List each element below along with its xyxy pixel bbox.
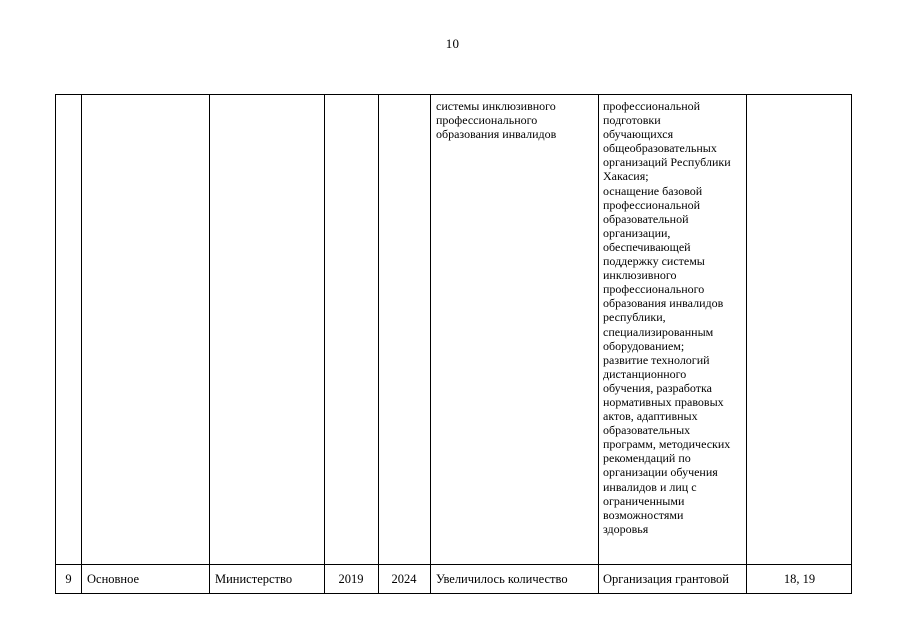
column-divider [81, 95, 82, 593]
row-result: Увеличилось количество [436, 572, 568, 586]
result-line: профессионального [436, 113, 538, 128]
measures-line: специализированным [603, 324, 714, 339]
measures-line: программ, методических [603, 437, 731, 452]
page-number: 10 [445, 36, 460, 51]
measures-line: дистанционного [603, 366, 687, 381]
measures-line: организации обучения [603, 465, 718, 480]
measures-line: здоровья [603, 521, 649, 536]
measures-line: рекомендаций по [603, 451, 691, 466]
row-number: 9 [65, 572, 72, 586]
column-divider [378, 95, 379, 593]
document-table [55, 94, 852, 594]
measures-line: оснащение базовой [603, 183, 703, 198]
measures-line: актов, адаптивных [603, 409, 698, 424]
column-divider [746, 95, 747, 593]
measures-line: обучающихся [603, 127, 674, 142]
measures-line: инклюзивного [603, 268, 677, 283]
column-divider [209, 95, 210, 593]
row-end-year: 2024 [391, 572, 417, 586]
column-divider [598, 95, 599, 593]
result-line: системы инклюзивного [436, 99, 556, 113]
measures-line: республики, [603, 310, 666, 325]
measures-line: поддержку системы [603, 254, 705, 269]
row-indicators: 18, 19 [783, 572, 816, 586]
measures-line: подготовки [603, 113, 661, 128]
row-measures: Организация грантовой [603, 572, 729, 586]
result-line: образования инвалидов [436, 127, 557, 142]
row-executor: Министерство [215, 572, 293, 586]
measures-line: общеобразовательных [603, 141, 717, 156]
measures-line: образовательной [603, 211, 689, 226]
row-divider [56, 564, 851, 565]
measures-line: инвалидов и лиц с [603, 479, 697, 494]
measures-line: возможностями [603, 507, 684, 522]
measures-line: обучения, разработка [603, 380, 712, 395]
measures-line: профессиональной [603, 99, 701, 113]
row-name: Основное [87, 572, 140, 586]
measures-line: нормативных правовых [603, 394, 724, 409]
measures-line: организации, [603, 225, 671, 240]
measures-line: развитие технологий [603, 352, 710, 367]
measures-line: образования инвалидов [603, 296, 724, 311]
row-start-year: 2019 [338, 572, 364, 586]
measures-line: профессиональной [603, 197, 701, 212]
measures-line: организаций Республики [603, 155, 731, 170]
measures-line: ограниченными [603, 493, 685, 508]
measures-line: Хакасия; [603, 169, 649, 184]
column-divider [324, 95, 325, 593]
measures-line: обеспечивающей [603, 239, 691, 254]
column-divider [430, 95, 431, 593]
measures-cell-continued [603, 99, 731, 536]
measures-line: образовательных [603, 423, 691, 438]
result-cell-continued [436, 99, 556, 141]
measures-line: профессионального [603, 282, 705, 297]
measures-line: оборудованием; [603, 338, 685, 353]
